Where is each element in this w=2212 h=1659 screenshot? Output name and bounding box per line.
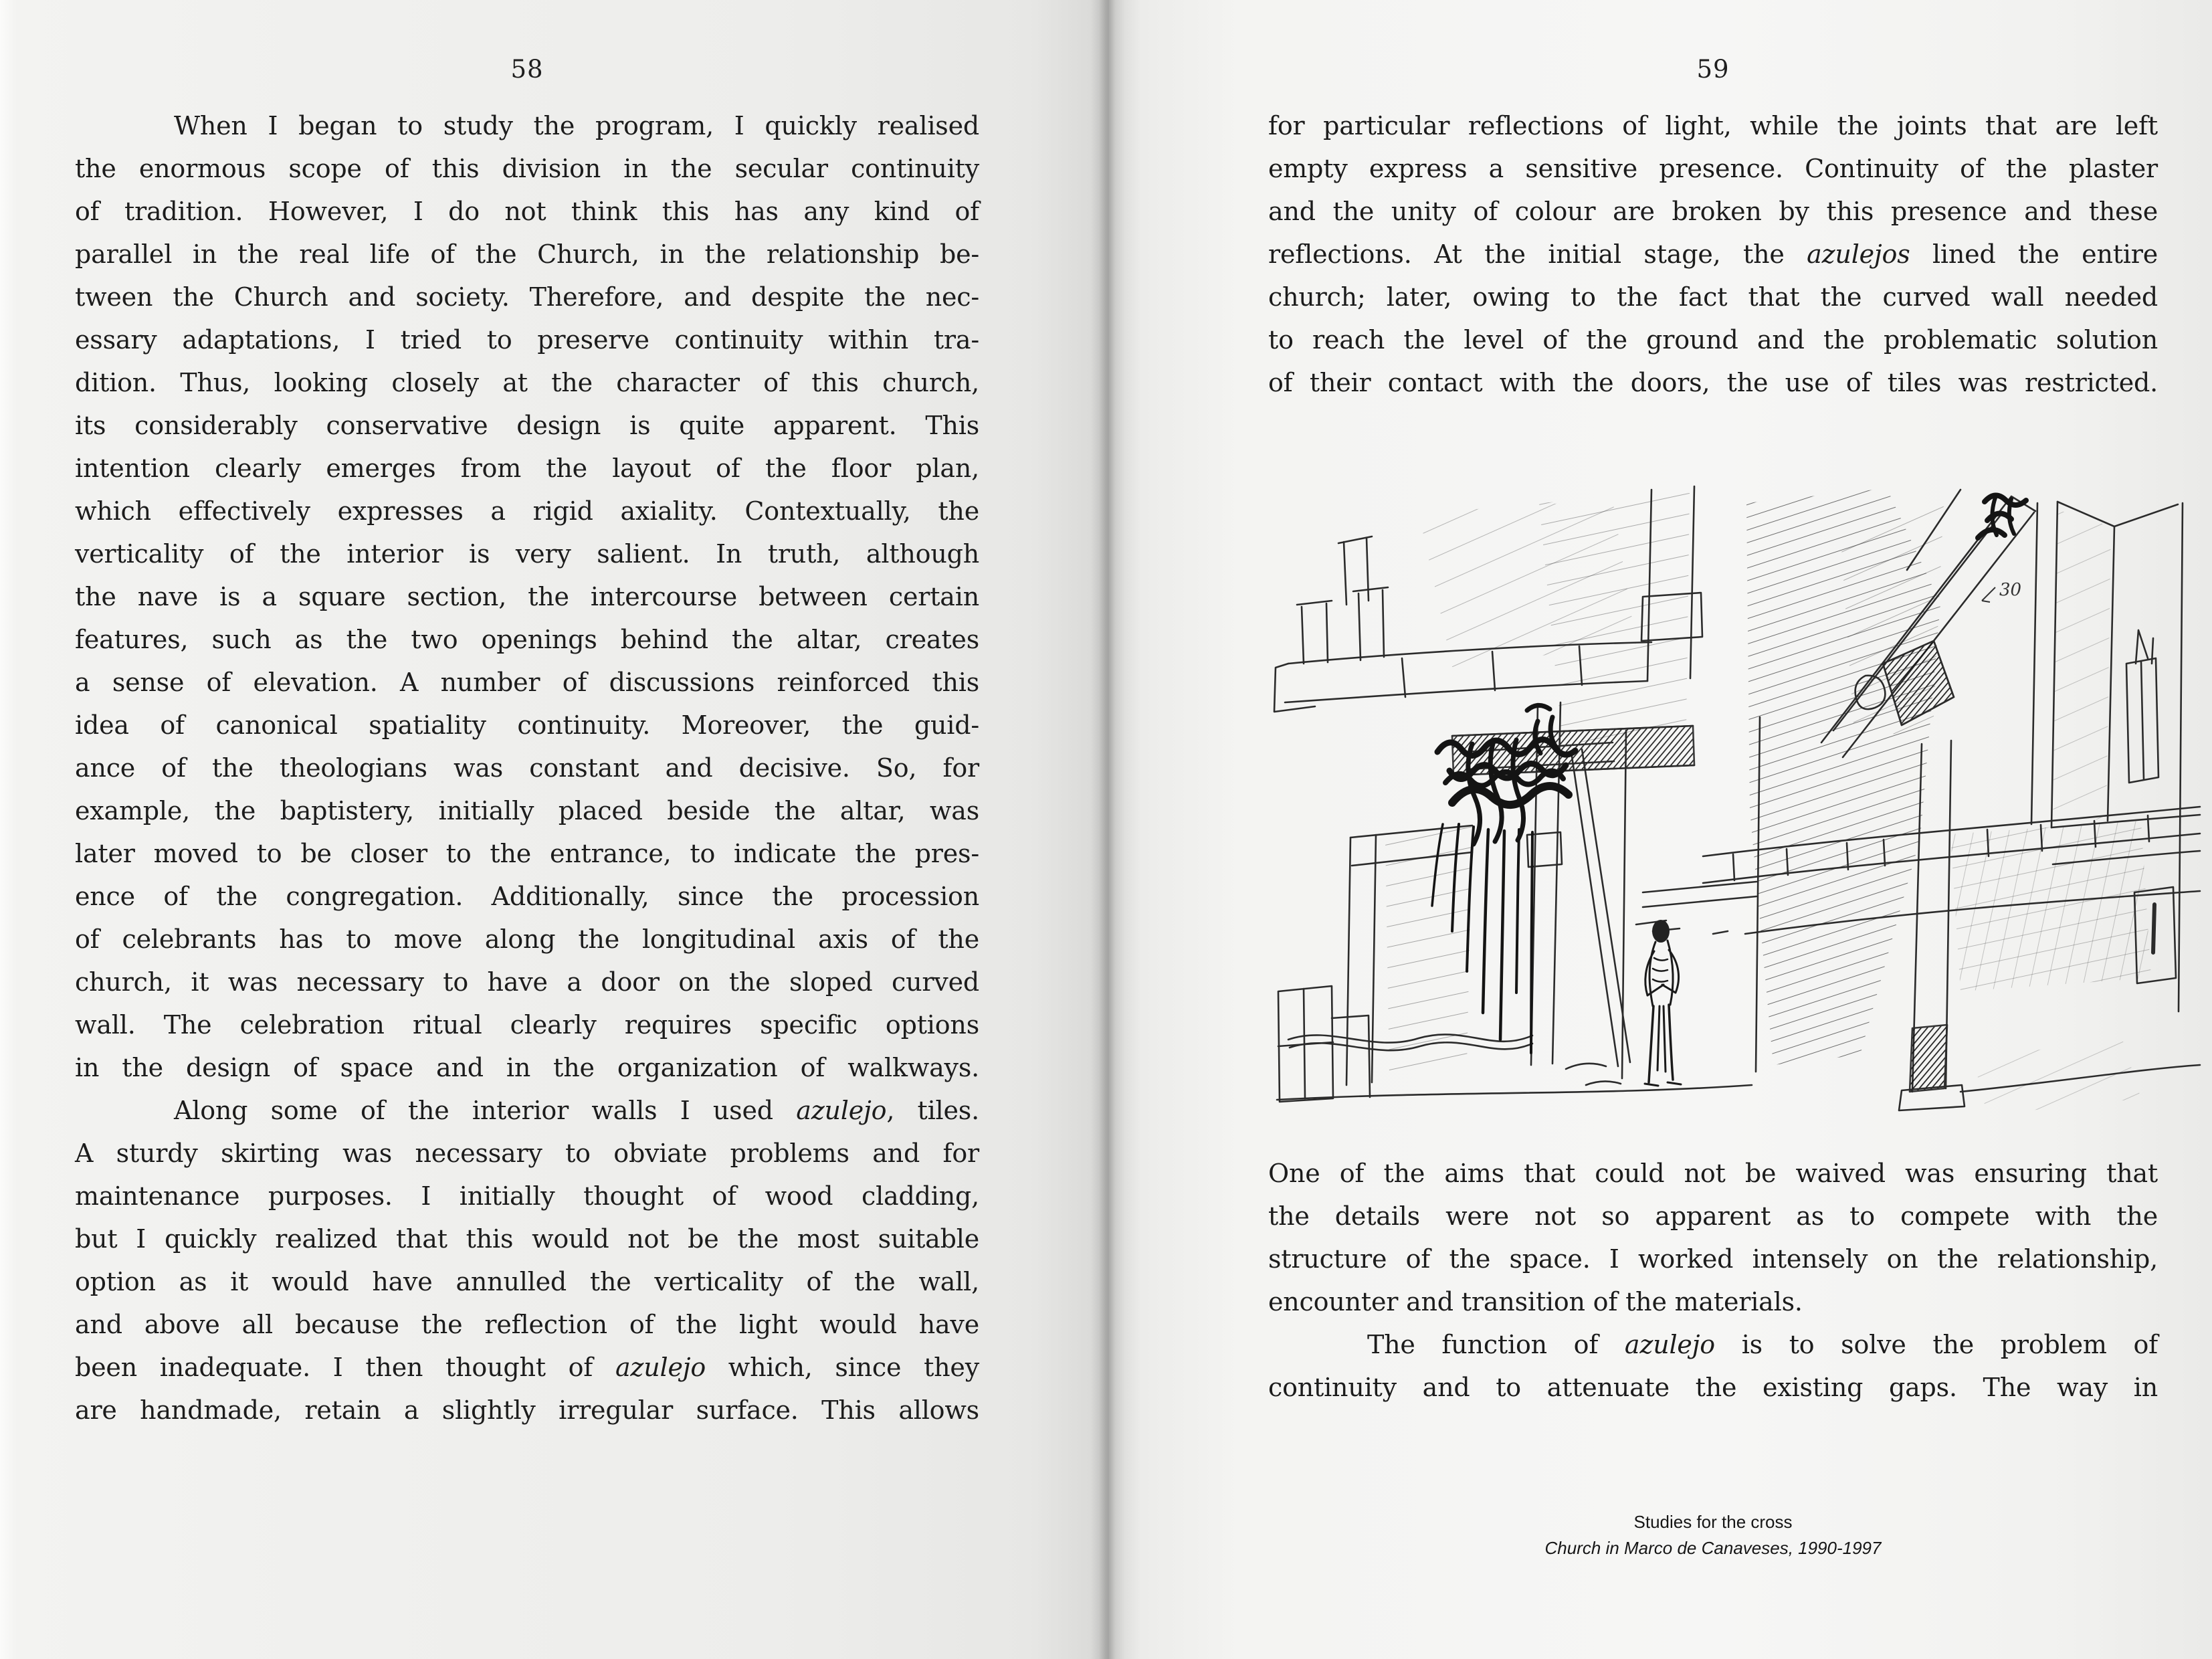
text-line: parallel in the real life of the Church, in the relationship be- [75,239,979,269]
building-right-edge [2179,503,2183,1011]
post-tall-topleft [1338,536,1372,605]
text-line: in the design of space and in the organization of walkways. [75,1053,979,1082]
text-line: of their contact with the doors, the use of tiles was restricted. [1268,368,2158,397]
text-line: which effectively expresses a rigid axiality. Contextually, the [75,496,979,526]
text-line: When I began to study the program, I quickly realised [174,111,979,140]
text-line: features, such as the two openings behind the altar, creates [75,625,979,654]
page-right [1108,0,2212,1659]
figure-person [1645,920,1681,1086]
text-line: its considerably conservative design is quite apparent. This [75,411,979,440]
text-line: The function of azulejo is to solve the problem of [1367,1330,2158,1359]
sketch-drawing [1251,463,2201,1115]
text-line: essary adaptations, I tried to preserve continuity within tra- [75,325,979,355]
text-line: for particular reflections of light, while the joints that are left [1268,111,2158,140]
right-text-column-top [1268,104,2158,404]
text-line: church, it was necessary to have a door on the sloped curved [75,967,979,997]
text-line: structure of the space. I worked intensely on the relationship, [1268,1244,2158,1274]
text-line: wall. The celebration ritual clearly requires specific options [75,1010,979,1040]
text-line: continuity and to attenuate the existing gaps. The way in [1268,1373,2158,1402]
text-line: but I quickly realized that this would not be the most suitable [75,1224,979,1254]
sketch-annotation [1982,580,2021,602]
left-text-column [75,104,979,1432]
text-line: the enormous scope of this division in the secular continuity [75,154,979,183]
text-line: to reach the level of the ground and the problematic solution [1268,325,2158,355]
post-small-1 [1297,601,1332,664]
text-line: Along some of the interior walls I used azulejo, tiles. [174,1096,979,1125]
text-line: a sense of elevation. A number of discussions reinforced this [75,668,979,697]
right-text-column-bottom [1268,1152,2158,1409]
right-post-dark-band [1910,1025,1947,1092]
text-line: One of the aims that could not be waived was ensuring that [1268,1159,2158,1188]
text-line: church; later, owing to the fact that the curved wall needed [1268,282,2158,312]
text-line: option as it would have annulled the verticality of the wall, [75,1267,979,1296]
text-line: idea of canonical spatiality continuity. Moreover, the guid- [75,710,979,740]
text-line: been inadequate. I then thought of azulejo which, since they [75,1353,979,1382]
window-2-figure [2153,904,2154,953]
hatch-ground-right [1974,1035,2141,1115]
text-line: example, the baptistery, initially placed beside the altar, was [75,796,979,825]
text-line: A sturdy skirting was necessary to obviate problems and for [75,1139,979,1168]
hatch-portal-upper [1539,493,1690,744]
caption-title: Studies for the cross [1633,1512,1793,1532]
text-line: the nave is a square section, the intercourse between certain [75,582,979,611]
text-line: of tradition. However, I do not think this has any kind of [75,197,979,226]
caption-subtitle: Church in Marco de Canaveses, 1990-1997 [1544,1538,1882,1558]
cross-strut [1571,749,1630,1066]
hatch-right-wall-b [1950,821,2151,991]
text-line: ance of the theologians was constant and decisive. So, for [75,753,979,783]
image-caption [1268,1509,2158,1561]
text-line: empty express a sensitive presence. Continuity of the plaster [1268,154,2158,183]
hatch-building-face [2053,510,2111,827]
text-line: and the unity of colour are broken by this presence and these [1268,197,2158,226]
text-line: the details were not so apparent as to compete with the [1268,1201,2158,1231]
text-line: later moved to be closer to the entrance, to indicate the pres- [75,839,979,868]
text-line: intention clearly emerges from the layout of the floor plan, [75,454,979,483]
text-line: ence of the congregation. Additionally, since the procession [75,882,979,911]
ground-left [1277,1085,1752,1100]
svg-text:30: 30 [1999,580,2022,600]
text-line: are handmade, retain a slightly irregular surface. This allows [75,1395,979,1425]
text-line: maintenance purposes. I initially thought of wood cladding, [75,1181,979,1211]
text-line: dition. Thus, looking closely at the character of this church, [75,368,979,397]
page-number-right: 59 [1696,55,1730,84]
text-line: encounter and transition of the materials. [1268,1287,1803,1316]
post-small-2 [1353,587,1388,660]
text-line: verticality of the interior is very salient. In truth, although [75,539,979,569]
page-number-left: 58 [510,55,544,84]
beam-endcap [1274,664,1315,712]
text-line: reflections. At the initial stage, the azulejos lined the entire [1268,239,2158,269]
text-line: of celebrants has to move along the longitudinal axis of the [75,924,979,954]
text-line: and above all because the reflection of the light would have [75,1310,979,1339]
window-1 [2126,658,2158,783]
text-line: tween the Church and society. Therefore, and despite the nec- [75,282,979,312]
